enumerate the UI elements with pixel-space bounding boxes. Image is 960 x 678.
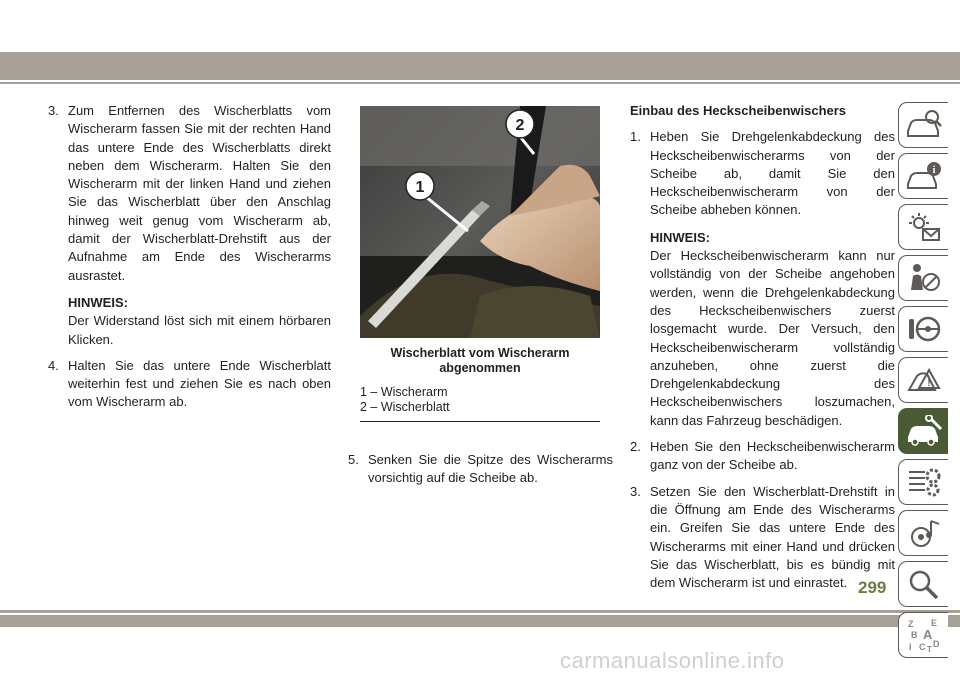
legend-item: 1 – Wischerarm: [360, 385, 448, 399]
list-item: [348, 451, 613, 488]
item-text: Heben Sie den Heckscheibenwischerarm ganz von der Scheibe ab.: [650, 439, 895, 473]
list-item: [630, 483, 895, 593]
caption-rule: [360, 421, 600, 422]
index-letter: E: [930, 618, 937, 628]
tab-multimedia[interactable]: [898, 510, 948, 556]
page-number: 299: [858, 578, 887, 597]
warning-lights-icon: [905, 211, 943, 243]
index-letter: Z: [907, 619, 913, 629]
item-text: Senken Sie die Spitze des Wischerarms vorsichtig auf die Scheibe ab.: [368, 452, 613, 486]
airbag-person-icon: [905, 262, 943, 294]
tab-search[interactable]: [898, 561, 948, 607]
note-text: Der Heckscheibenwischerarm kann nur vollständig von der Scheibe angehoben werden, wenn die Drehgelenkabdeckung des Heckscheibenwischers zuerst losgemacht wurde. Der Versuch, den Heckscheibenwischerarm vollständig anzuheben, ohne zuerst die Drehgelenkabdeckung des Heckscheibenwischers loszumachen, kann das Fahrzeug beschädigen.: [650, 248, 895, 428]
figure-caption: [360, 346, 600, 422]
item-number: 2.: [630, 439, 641, 455]
item-text: Setzen Sie den Wischerblatt-Drehstift in die Öffnung am Ende des Wischerarms ein. Greifen Sie das untere Ende des Wischerarms mit einer Hand und drücken Sie das Wischerblatt, bis es bündig mit dem Wischerarm ist und einrastet.: [650, 483, 895, 591]
wiper-photo-illustration: [360, 106, 600, 338]
caption-title: Wischerblatt vom Wischerarm abgenommen: [390, 346, 570, 375]
car-wrench-icon: [905, 415, 943, 447]
item-number: 3.: [630, 483, 641, 499]
chapter-tabs: [898, 102, 948, 663]
index-letter: D: [932, 639, 939, 649]
wiper-photo: [360, 106, 600, 338]
note-heading: HINWEIS:: [650, 229, 710, 245]
item-text: Heben Sie Drehgelenkabdeckung des Heckscheibenwischerarms von der Scheibe ab, damit Sie den Heckscheibenwischerarm von der Scheibe abheben können.: [650, 129, 895, 218]
list-item: [48, 102, 331, 285]
svg-text:!: !: [926, 378, 931, 389]
item-number: 3.: [48, 103, 59, 118]
left-column: [48, 102, 331, 412]
index-letter: B: [910, 630, 917, 640]
legend-item: 2 – Wischerblatt: [360, 400, 450, 414]
tab-alphabet-index[interactable]: [898, 612, 948, 658]
dashboard-info-icon: [905, 160, 943, 192]
multimedia-icon: [905, 517, 943, 549]
right-column: [630, 102, 895, 592]
search-icon: [905, 568, 943, 600]
specs-gear-icon: [905, 466, 943, 498]
item-number: 5.: [348, 452, 359, 467]
road-warning-icon: [905, 364, 943, 396]
list-item: [630, 128, 895, 219]
index-letter: I: [908, 642, 912, 652]
tab-airbag-person[interactable]: [898, 255, 948, 301]
tab-car-info[interactable]: [898, 102, 948, 148]
list-item: [48, 357, 331, 412]
index-letter: A: [922, 627, 932, 642]
list-item: [630, 438, 895, 475]
callout-2: 2: [515, 117, 525, 134]
car-info-icon: [905, 109, 943, 141]
tab-warning-lights[interactable]: [898, 204, 948, 250]
alphabet-index-icon: [905, 617, 943, 653]
tab-specs-gear[interactable]: [898, 459, 948, 505]
footer-band: [0, 615, 960, 627]
note-heading: HINWEIS:: [68, 294, 128, 310]
section-heading: Einbau des Heckscheibenwischers: [630, 103, 847, 118]
svg-text:i: i: [932, 165, 935, 176]
callout-1: 1: [415, 179, 425, 196]
tab-dashboard-info[interactable]: [898, 153, 948, 199]
tab-road-warning[interactable]: [898, 357, 948, 403]
header-band: [0, 52, 960, 80]
watermark: carmanualsonline.info: [560, 648, 785, 673]
item-text: Halten Sie das untere Ende Wischerblatt weiterhin fest und ziehen Sie es nach oben vom Wischerarm ab.: [68, 357, 331, 410]
steering-wheel-icon: [905, 313, 943, 345]
index-letter: T: [926, 645, 932, 653]
item-text: Zum Entfernen des Wischerblatts vom Wischerarm fassen Sie mit der rechten Hand das untere Ende des Wischerblatts direkt neben dem Wischerarm. Halten Sie den Wischerarm mit der linken Hand und ziehen Sie das Wischerblatt über den Anschlag hinweg weit genug vom Wischerarm ab, damit der Wischerblatt-Drehstift aus der Aufnahme am Ende des Wischerarms ausrastet.: [68, 103, 331, 283]
tab-car-wrench[interactable]: [898, 408, 948, 454]
footer-rule: [0, 610, 960, 613]
item-number: 1.: [630, 129, 641, 145]
index-letter: C: [918, 642, 925, 652]
tab-steering-wheel[interactable]: [898, 306, 948, 352]
item-number: 4.: [48, 357, 59, 373]
middle-column: [348, 451, 613, 488]
note-text: Der Widerstand löst sich mit einem hörbaren Klicken.: [68, 313, 331, 347]
